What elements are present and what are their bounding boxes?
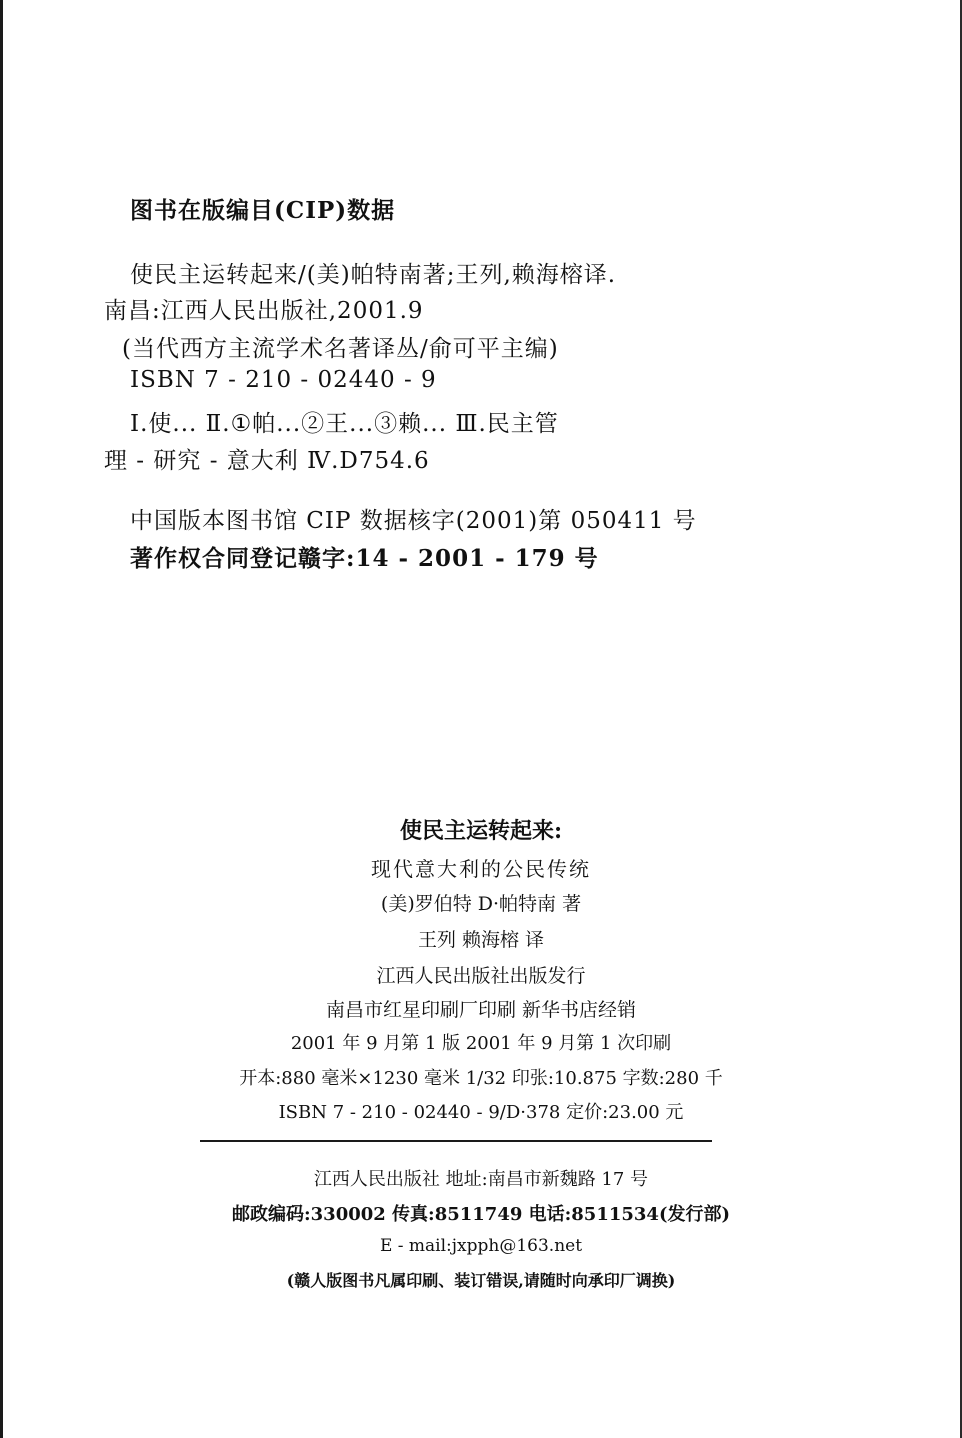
colophon-subtitle: 现代意大利的公民传统 (371, 857, 591, 881)
colophon-author: (美)罗伯特 D·帕特南 著 (380, 893, 582, 915)
publisher-contact: 邮政编码:330002 传真:8511749 电话:8511534(发行部) (232, 1204, 730, 1225)
publisher-address: 江西人民出版社 地址:南昌市新魏路 17 号 (313, 1169, 649, 1190)
cip-heading: 图书在版编目(CIP)数据 (130, 197, 396, 224)
cip-line-4: ISBN 7 - 210 - 02440 - 9 (130, 367, 437, 393)
colophon-format: 开本:880 毫米×1230 毫米 1/32 印张:10.875 字数:280 千 (239, 1068, 723, 1089)
publisher-email: E - mail:jxpph@163.net (379, 1236, 583, 1256)
colophon-publisher: 江西人民出版社出版发行 (376, 965, 586, 987)
copyright-registration: 著作权合同登记赣字:14 - 2001 - 179 号 (130, 545, 599, 572)
colophon-printer: 南昌市红星印刷厂印刷 新华书店经销 (325, 999, 637, 1021)
colophon-title: 使民主运转起来: (399, 818, 563, 844)
cip-line-5: Ⅰ.使... Ⅱ.①帕...②王...③赖... Ⅲ.民主管 (130, 411, 559, 437)
quality-notice: (赣人版图书凡属印刷、装订错误,请随时向承印厂调换) (286, 1271, 676, 1290)
cip-line-6: 理 - 研究 - 意大利 Ⅳ.D754.6 (104, 448, 430, 474)
cip-line-1: 使民主运转起来/(美)帕特南著;王列,赖海榕译. (130, 262, 617, 288)
cip-line-3: (当代西方主流学术名著译丛/俞可平主编) (122, 336, 559, 362)
horizontal-rule (200, 1140, 712, 1142)
cip-verification: 中国版本图书馆 CIP 数据核字(2001)第 050411 号 (130, 508, 697, 534)
colophon-translators: 王列 赖海榕 译 (417, 929, 545, 951)
colophon-edition: 2001 年 9 月第 1 版 2001 年 9 月第 1 次印刷 (290, 1033, 672, 1054)
colophon-isbn-price: ISBN 7 - 210 - 02440 - 9/D·378 定价:23.00 元 (278, 1102, 684, 1123)
cip-line-2: 南昌:江西人民出版社,2001.9 (104, 298, 424, 324)
